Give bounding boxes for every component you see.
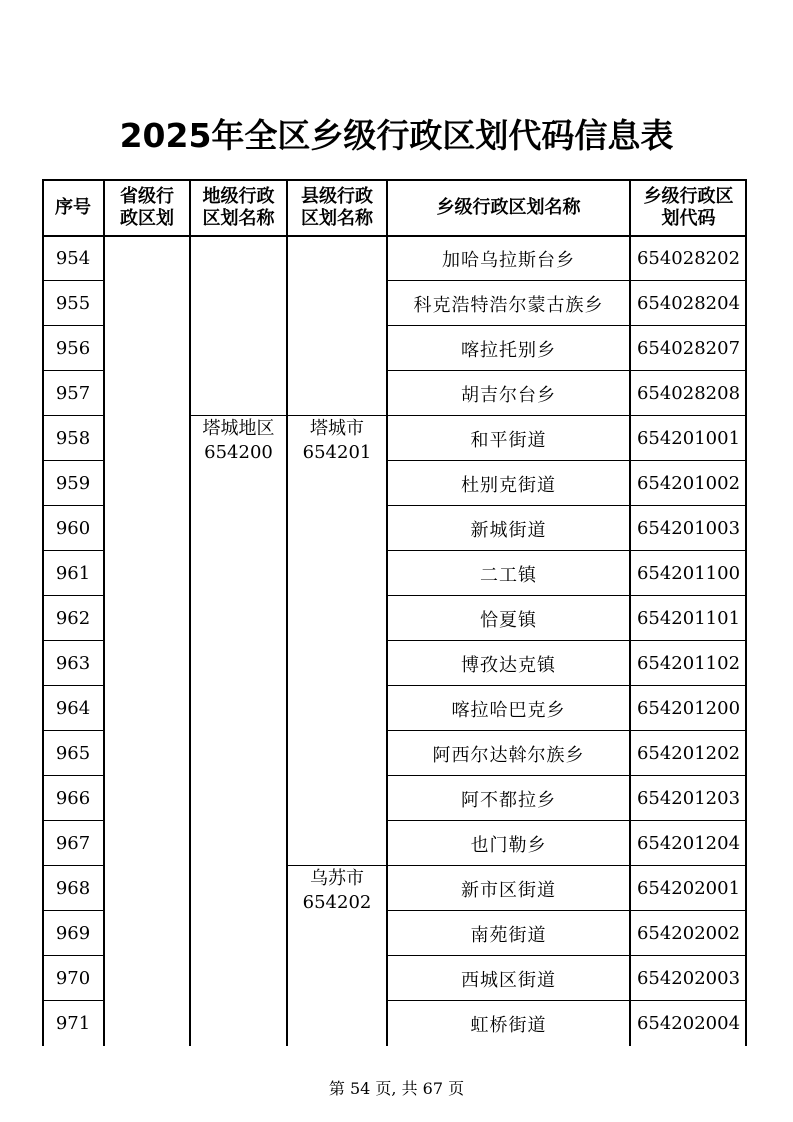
row-township-name: 新市区街道: [461, 879, 556, 901]
county-group: [287, 417, 387, 465]
row-seq: 956: [55, 338, 91, 359]
row-seq: 958: [55, 428, 91, 449]
row-township-name: 和平街道: [470, 429, 547, 451]
row-code: 654028207: [636, 338, 741, 359]
row-township-name: 喀拉哈巴克乡: [451, 699, 566, 721]
header-county: [287, 179, 387, 236]
header-county-line1: 县级行政: [301, 185, 373, 207]
row-township-name: 二工镇: [480, 564, 537, 586]
row-code: 654201001: [636, 428, 741, 449]
county-group: [287, 867, 387, 915]
header-seq: [42, 179, 104, 236]
row-code: 654202003: [636, 968, 741, 989]
header-seq-label: 序号: [55, 196, 91, 218]
row-seq: 962: [55, 608, 91, 629]
row-seq: 963: [55, 653, 91, 674]
header-code-line1: 乡级行政区: [643, 185, 734, 207]
prefecture-group: [190, 417, 287, 465]
row-seq: 967: [55, 833, 91, 854]
prefecture-group-name: 塔城地区: [202, 418, 275, 439]
row-code: 654201204: [636, 833, 741, 854]
column-divider: [189, 179, 191, 1046]
document-title: 2025年全区乡级行政区划代码信息表: [119, 116, 674, 155]
county-group-name: 塔城市: [310, 418, 364, 439]
row-seq: 960: [55, 518, 91, 539]
row-code: 654201200: [636, 698, 741, 719]
row-code: 654201003: [636, 518, 741, 539]
row-township-name: 胡吉尔台乡: [461, 384, 556, 406]
group-divider: [287, 865, 387, 866]
header-township-label: 乡级行政区划名称: [436, 196, 581, 218]
row-seq: 969: [55, 923, 91, 944]
row-seq: 959: [55, 473, 91, 494]
header-prefecture-line1: 地级行政: [202, 185, 275, 207]
county-group-code: 654202: [302, 892, 372, 913]
row-seq: 964: [55, 698, 91, 719]
row-township-name: 科克浩特浩尔蒙古族乡: [413, 294, 604, 316]
row-code: 654028202: [636, 248, 741, 269]
table-border-top: [42, 179, 747, 181]
county-group-code: 654201: [302, 442, 372, 463]
row-seq: 957: [55, 383, 91, 404]
header-code-line2: 划代码: [661, 207, 716, 229]
row-code: 654201002: [636, 473, 741, 494]
division-code-table: [42, 179, 747, 1046]
row-township-name: 恰夏镇: [480, 609, 537, 631]
row-code: 654202002: [636, 923, 741, 944]
row-seq: 968: [55, 878, 91, 899]
row-code: 654028204: [636, 293, 741, 314]
row-code: 654201203: [636, 788, 741, 809]
row-seq: 970: [55, 968, 91, 989]
row-township-name: 喀拉托别乡: [461, 339, 556, 361]
row-code: 654028208: [636, 383, 741, 404]
row-township-name: 新城街道: [470, 519, 547, 541]
row-township-name: 杜别克街道: [461, 474, 556, 496]
row-township-name: 也门勒乡: [470, 834, 547, 856]
row-seq: 971: [55, 1013, 91, 1034]
row-township-name: 南苑街道: [470, 924, 547, 946]
header-province: [104, 179, 190, 236]
county-group-name: 乌苏市: [310, 868, 364, 889]
row-code: 654201102: [636, 653, 741, 674]
row-code: 654202004: [636, 1013, 741, 1034]
header-township: [387, 179, 630, 236]
header-province-line2: 政区划: [120, 207, 174, 229]
row-seq: 965: [55, 743, 91, 764]
row-township-name: 阿不都拉乡: [461, 789, 556, 811]
row-township-name: 虹桥街道: [470, 1014, 547, 1036]
header-prefecture: [190, 179, 287, 236]
row-township-name: 博孜达克镇: [461, 654, 556, 676]
header-province-line1: 省级行: [120, 185, 174, 207]
row-seq: 955: [55, 293, 91, 314]
row-seq: 966: [55, 788, 91, 809]
row-seq: 961: [55, 563, 91, 584]
row-code: 654201100: [636, 563, 741, 584]
row-township-name: 西城区街道: [461, 969, 556, 991]
header-code: [630, 179, 747, 236]
row-code: 654201202: [636, 743, 741, 764]
header-county-line2: 区划名称: [301, 207, 373, 229]
group-divider: [287, 415, 387, 416]
row-code: 654201101: [636, 608, 741, 629]
prefecture-group-code: 654200: [204, 442, 273, 463]
row-township-name: 阿西尔达斡尔族乡: [432, 744, 585, 766]
header-prefecture-line2: 区划名称: [202, 207, 275, 229]
row-township-name: 加哈乌拉斯台乡: [442, 249, 575, 271]
row-seq: 954: [55, 248, 91, 269]
row-code: 654202001: [636, 878, 741, 899]
column-divider: [286, 179, 288, 1046]
group-divider: [190, 415, 287, 416]
page-footer: 第 54 页, 共 67 页: [328, 1079, 465, 1098]
